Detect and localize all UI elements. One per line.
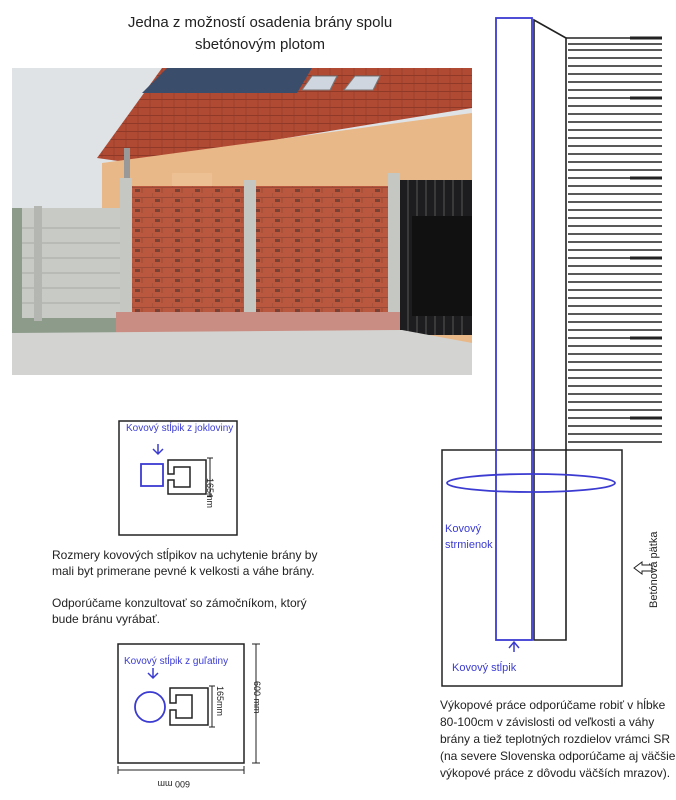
footing-label: Betónová pätka [648, 531, 660, 608]
metal-post [496, 18, 532, 640]
detail-frame [119, 421, 237, 535]
round-dimension: 165mm [215, 686, 225, 717]
concrete-fence-post [534, 20, 566, 640]
stirrup-label-2: strmienok [445, 539, 493, 551]
excavation-line-1: Výkopové práce odporúčame robiť v hĺbke [440, 698, 666, 712]
square-post-label: Kovový stĺpik z jokloviny [126, 423, 234, 434]
stirrup-label-1: Kovový [445, 523, 482, 535]
arrow-down-icon [148, 668, 158, 678]
fence-photo [12, 68, 472, 375]
title-line-1: Jedna z možností osadenia brány spolu [127, 14, 393, 31]
bottom-dimension: 600 mm [157, 779, 190, 789]
square-post-shape [141, 464, 163, 486]
metal-stirrup [447, 474, 615, 492]
note-line-3: Odporúčame konzultovať so zámočníkom, ktorý [52, 596, 307, 610]
post-cross-section [430, 0, 676, 700]
note-line-1: Rozmery kovových stĺpikov na uchytenie brány by [52, 548, 318, 562]
square-dimension: 165mm [205, 478, 215, 509]
excavation-line-3: brány a tiež teplotných rozdielov vrámci SR [440, 732, 671, 746]
arrow-down-icon [153, 444, 163, 454]
round-post-shape [135, 692, 165, 722]
title-line-2: sbetónovým plotom [194, 36, 326, 53]
excavation-line-4: (na severe Slovenska odporúčame aj väčšie [440, 749, 676, 763]
gate-bracket-shape [170, 688, 208, 725]
gate-bracket-shape [168, 460, 206, 494]
side-dimension: 600 mm [252, 681, 262, 714]
round-post-label: Kovový stĺpik z guľatiny [124, 656, 229, 667]
excavation-line-2: 80-100cm v závislosti od veľkosti a váhy [440, 715, 655, 729]
note-line-2: mali byt primerane pevné k velkosti a váhe brány. [52, 564, 315, 578]
post-label: Kovový stĺpik [452, 662, 517, 674]
note-line-4: bude bránu vyrábať. [52, 612, 160, 626]
fence-panel-joints [630, 38, 662, 418]
excavation-line-5: výkopové práce z dôvodu väčších mrazov). [440, 766, 671, 780]
arrow-up-icon [509, 642, 519, 652]
square-post-detail [118, 420, 238, 536]
